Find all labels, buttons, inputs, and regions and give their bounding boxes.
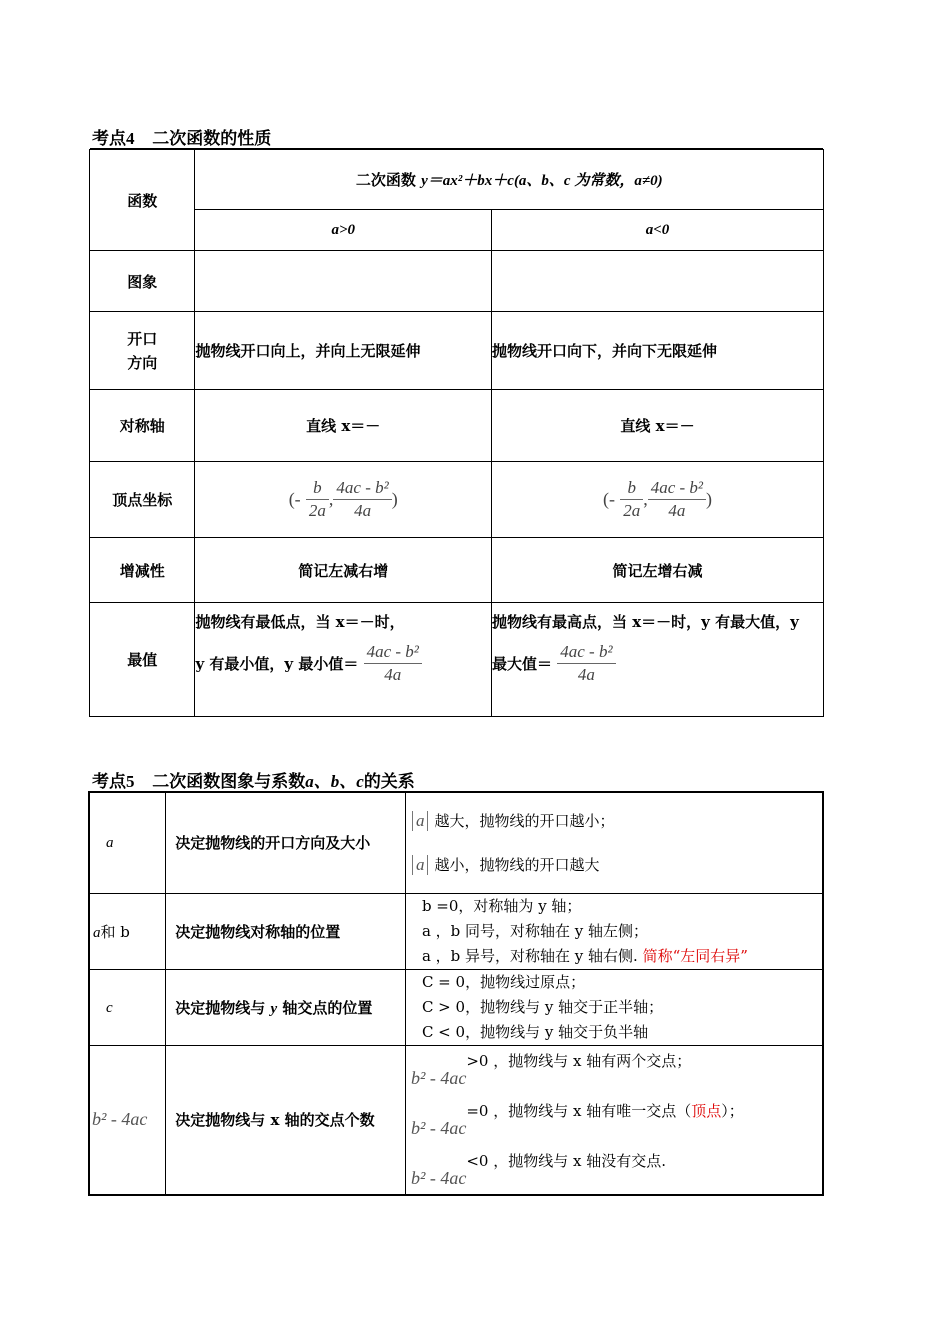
mono-neg: 简记左增右减 — [492, 538, 824, 603]
axis-pos: 直线 x＝－ — [195, 390, 492, 462]
extreme-neg: 抛物线有最高点，当 x＝－时，y 有最大值，y 最大值＝ $\frac{\text{4ac - b²}}{4a}$ — [492, 603, 824, 717]
vertex-pos-formula: (- $\frac{b}{2a}$ , $\frac{\text{4ac - b²}}{4a}$ ) — [195, 462, 492, 538]
section5-title: 考点5 二次函数图象与系数a、b、c的关系 — [92, 772, 415, 792]
section4-title: 考点4 二次函数的性质 — [92, 129, 272, 149]
axis-neg: 直线 x＝－ — [492, 390, 824, 462]
func-label: 函数 — [90, 150, 195, 251]
mono-label: 增减性 — [90, 538, 195, 603]
col-a-positive: a>0 — [195, 210, 492, 251]
coef-ab: a和 b — [89, 893, 166, 969]
open-neg: 抛物线开口向下，并向下无限延伸 — [492, 312, 824, 390]
coef-c: c — [89, 969, 166, 1045]
coef-c-rules: C = 0，抛物线过原点； C > 0，抛物线与 y 轴交于正半轴； C < 0，抛物线与 y 轴交于负半轴 — [405, 969, 823, 1045]
coef-disc: b² - 4ac — [89, 1045, 166, 1195]
vertex-label: 顶点坐标 — [90, 462, 195, 538]
extreme-label: 最值 — [90, 603, 195, 717]
coef-a-rules: a 越大，抛物线的开口越小； a 越小，抛物线的开口越大 — [405, 792, 823, 893]
open-pos: 抛物线开口向上，并向上无限延伸 — [195, 312, 492, 390]
coef-ab-rules: b =0，对称轴为 y 轴； a ，b 同号，对称轴在 y 轴左侧； a ，b 异号，对称轴在 y 轴右侧. 简称“左同右异” — [405, 893, 823, 969]
formula-cell: 二次函数 y＝ax²＋bx＋c(a、b、c 为常数，a≠0) — [195, 150, 824, 210]
coef-disc-desc: 决定抛物线与 x 轴的交点个数 — [166, 1045, 406, 1195]
coef-a: a — [89, 792, 166, 893]
coef-ab-desc: 决定抛物线对称轴的位置 — [166, 893, 406, 969]
graph-neg-cell — [492, 251, 824, 312]
coefficients-table — [88, 791, 824, 1196]
graph-label: 图象 — [90, 251, 195, 312]
vertex-neg-formula: (- $\frac{b}{2a}$ , $\frac{\text{4ac - b²}}{4a}$ ) — [492, 462, 824, 538]
properties-table — [89, 149, 824, 717]
graph-pos-cell — [195, 251, 492, 312]
coef-a-desc: 决定抛物线的开口方向及大小 — [166, 792, 406, 893]
mono-pos: 简记左减右增 — [195, 538, 492, 603]
axis-label: 对称轴 — [90, 390, 195, 462]
coef-c-desc: 决定抛物线与 y 轴交点的位置 — [166, 969, 406, 1045]
extreme-pos: 抛物线有最低点，当 x＝－时， y 有最小值，y 最小值＝ $\frac{\text{4ac - b²}}{4a}$ — [195, 603, 492, 717]
open-label: 开口 方向 — [90, 312, 195, 390]
coef-disc-rules: b² - 4ac>0 ，抛物线与 x 轴有两个交点； b² - 4ac=0 ，抛物线与 x 轴有唯一交点（顶点）； b² - 4ac<0 ，抛物线与 x 轴没有交点. — [405, 1045, 823, 1195]
col-a-negative: a<0 — [492, 210, 824, 251]
